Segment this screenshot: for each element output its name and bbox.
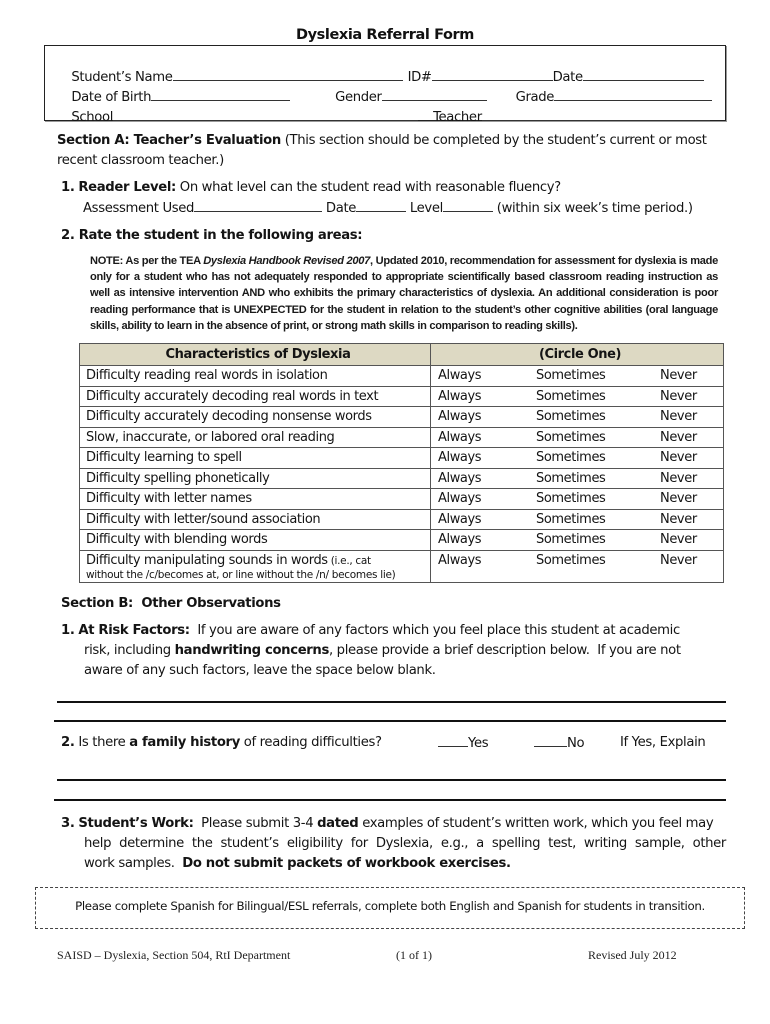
no-packets-warning: Do not submit packets of workbook exercises. bbox=[182, 856, 511, 871]
option-sometimes[interactable]: Sometimes bbox=[536, 491, 606, 507]
rating-options bbox=[431, 509, 724, 530]
rating-options bbox=[431, 386, 724, 407]
tea-note bbox=[90, 253, 718, 334]
teacher-field[interactable] bbox=[482, 109, 710, 121]
risk-factors-answer-line-2[interactable] bbox=[54, 720, 726, 722]
characteristic-row bbox=[80, 468, 724, 489]
characteristic-example: (i.e., cat bbox=[327, 554, 371, 567]
option-always[interactable]: Always bbox=[438, 552, 482, 568]
characteristic-row bbox=[80, 448, 724, 469]
characteristic-text bbox=[80, 448, 431, 469]
work-text: examples of student’s written work, which you feel may bbox=[358, 816, 714, 831]
option-sometimes[interactable]: Sometimes bbox=[536, 429, 606, 445]
family-history-no[interactable] bbox=[534, 735, 584, 751]
option-always[interactable]: Always bbox=[438, 450, 482, 466]
assessment-date-label: Date bbox=[325, 201, 357, 216]
note-body: , Updated 2010, recommendation for assessment for dyslexia is made only for a student who has not adequately responded to appropriate scientifically based classroom reading instruction as well as intensive intervention AND who exhibits the primary characteristics of dyslexia. An additional consideration is poor reading performance that is UNEXPECTED for the student in relation to the student’s other cognitive abilities (oral language skills, ability to learn in the absence of print, or strong math skills in comparison to reading skills). bbox=[90, 255, 718, 332]
option-sometimes[interactable]: Sometimes bbox=[536, 470, 606, 486]
option-never[interactable]: Never bbox=[660, 388, 697, 404]
characteristic-text bbox=[80, 407, 431, 428]
explain-label: If Yes, Explain bbox=[620, 735, 706, 750]
note-prefix: NOTE: As per the TEA bbox=[90, 255, 204, 267]
characteristic-row bbox=[80, 530, 724, 551]
item-number: 1. bbox=[61, 623, 75, 638]
option-sometimes[interactable]: Sometimes bbox=[536, 368, 606, 384]
characteristic-example-cont: without the /c/becomes at, or line without the /n/ becomes lie) bbox=[86, 568, 396, 581]
option-never[interactable]: Never bbox=[660, 511, 697, 527]
characteristic-label: Difficulty with blending words bbox=[86, 532, 268, 548]
assessment-label: Assessment Used bbox=[83, 201, 195, 216]
section-a-heading: Section A: Teacher’s Evaluation bbox=[57, 133, 281, 148]
characteristic-label: Difficulty accurately decoding real words in text bbox=[86, 388, 379, 404]
student-work-line3 bbox=[84, 856, 511, 871]
characteristic-text bbox=[80, 489, 431, 510]
characteristics-header: Characteristics of Dyslexia bbox=[80, 344, 431, 366]
option-never[interactable]: Never bbox=[660, 429, 697, 445]
characteristic-text bbox=[80, 366, 431, 387]
characteristic-row bbox=[80, 509, 724, 530]
risk-factors-line2 bbox=[84, 643, 681, 658]
level-label: Level bbox=[409, 201, 443, 216]
item-number: 2. bbox=[61, 228, 75, 243]
student-work-line2: help determine the student’s eligibility for Dyslexia, e.g., a spelling test, writing sample, other bbox=[84, 836, 726, 851]
no-blank[interactable] bbox=[534, 735, 567, 747]
option-always[interactable]: Always bbox=[438, 532, 482, 548]
option-sometimes[interactable]: Sometimes bbox=[536, 388, 606, 404]
rating-options bbox=[431, 530, 724, 551]
circle-one-header: (Circle One) bbox=[431, 344, 724, 366]
rating-options bbox=[431, 448, 724, 469]
handwriting-concerns: handwriting concerns bbox=[174, 643, 329, 658]
option-never[interactable]: Never bbox=[660, 450, 697, 466]
level-field[interactable] bbox=[443, 200, 493, 212]
risk-factors-text: If you are aware of any factors which you feel place this student at academic bbox=[189, 623, 680, 638]
student-work-line1 bbox=[61, 816, 713, 831]
characteristic-text bbox=[80, 427, 431, 448]
option-always[interactable]: Always bbox=[438, 429, 482, 445]
footer-page-number: (1 of 1) bbox=[396, 948, 432, 962]
footer-revision: Revised July 2012 bbox=[588, 948, 677, 962]
risk-factors-answer-line-1[interactable] bbox=[57, 701, 726, 703]
option-sometimes[interactable]: Sometimes bbox=[536, 532, 606, 548]
dated-emphasis: dated bbox=[317, 816, 359, 831]
characteristic-text bbox=[80, 386, 431, 407]
rating-options bbox=[431, 550, 724, 582]
characteristic-row bbox=[80, 489, 724, 510]
item-number: 2. bbox=[61, 735, 75, 750]
table-header-row bbox=[80, 344, 724, 366]
period-note: (within six week’s time period.) bbox=[496, 201, 693, 216]
rating-options bbox=[431, 427, 724, 448]
form-title: Dyslexia Referral Form bbox=[295, 27, 475, 43]
rating-options bbox=[431, 407, 724, 428]
characteristic-text bbox=[80, 530, 431, 551]
option-always[interactable]: Always bbox=[438, 368, 482, 384]
family-text: of reading difficulties? bbox=[239, 735, 382, 750]
yes-label: Yes bbox=[468, 736, 489, 751]
characteristic-label: Difficulty reading real words in isolation bbox=[86, 368, 328, 384]
characteristic-label: Slow, inaccurate, or labored oral reading bbox=[86, 429, 335, 445]
yes-blank[interactable] bbox=[438, 735, 468, 747]
reader-level-question: On what level can the student read with reasonable fluency? bbox=[175, 180, 561, 195]
option-never[interactable]: Never bbox=[660, 470, 697, 486]
rate-student-item bbox=[61, 228, 362, 243]
no-label: No bbox=[567, 736, 585, 751]
student-name-label: Student’s Name bbox=[71, 70, 173, 85]
characteristic-row bbox=[80, 386, 724, 407]
option-always[interactable]: Always bbox=[438, 470, 482, 486]
footer-department: SAISD – Dyslexia, Section 504, RtI Department bbox=[57, 948, 291, 962]
family-history-answer-line-1[interactable] bbox=[57, 779, 726, 781]
option-never[interactable]: Never bbox=[660, 491, 697, 507]
section-a-intro-line1 bbox=[57, 133, 707, 148]
characteristic-label: Difficulty manipulating sounds in words bbox=[86, 552, 328, 568]
characteristic-row bbox=[80, 550, 724, 582]
section-b-heading: Section B: Other Observations bbox=[61, 596, 281, 611]
rating-options bbox=[431, 468, 724, 489]
rating-options bbox=[431, 366, 724, 387]
school-label: School bbox=[71, 110, 114, 125]
risk-factors-line3: aware of any such factors, leave the space below blank. bbox=[84, 663, 436, 678]
assessment-row bbox=[83, 200, 693, 216]
student-info-box bbox=[44, 45, 726, 125]
option-never[interactable]: Never bbox=[660, 409, 697, 425]
risk-factors-line1 bbox=[61, 623, 680, 638]
characteristic-label: Difficulty with letter names bbox=[86, 491, 252, 507]
section-a-intro-line2: recent classroom teacher.) bbox=[57, 153, 224, 168]
date-label: Date bbox=[552, 70, 583, 85]
id-label: ID# bbox=[407, 70, 432, 85]
item-number: 1. bbox=[61, 180, 75, 195]
assessment-field[interactable] bbox=[194, 200, 322, 212]
risk-text: , please provide a brief description below. If you are not bbox=[328, 643, 681, 658]
option-always[interactable]: Always bbox=[438, 511, 482, 527]
grade-label: Grade bbox=[515, 90, 555, 105]
rating-options bbox=[431, 489, 724, 510]
characteristic-row bbox=[80, 366, 724, 387]
family-history-answer-line-2[interactable] bbox=[54, 799, 726, 801]
work-text: Please submit 3-4 bbox=[193, 816, 318, 831]
characteristic-row bbox=[80, 427, 724, 448]
option-never[interactable]: Never bbox=[660, 532, 697, 548]
option-never[interactable]: Never bbox=[660, 368, 697, 384]
family-history-yes[interactable] bbox=[438, 735, 488, 751]
school-field[interactable] bbox=[113, 109, 418, 121]
characteristic-text bbox=[80, 509, 431, 530]
dob-label: Date of Birth bbox=[71, 90, 152, 105]
assessment-date-field[interactable] bbox=[356, 200, 406, 212]
section-a-intro: (This section should be completed by the student’s current or most bbox=[280, 133, 707, 148]
characteristic-row bbox=[80, 407, 724, 428]
reader-level-label: Reader Level: bbox=[78, 180, 176, 195]
option-always[interactable]: Always bbox=[438, 491, 482, 507]
characteristic-label: Difficulty learning to spell bbox=[86, 450, 242, 466]
characteristic-label: Difficulty spelling phonetically bbox=[86, 470, 270, 486]
item-number: 3. bbox=[61, 816, 75, 831]
option-sometimes[interactable]: Sometimes bbox=[536, 552, 606, 568]
option-never[interactable]: Never bbox=[660, 552, 697, 568]
characteristic-text bbox=[80, 550, 431, 582]
characteristic-label: Difficulty accurately decoding nonsense words bbox=[86, 409, 372, 425]
option-sometimes[interactable]: Sometimes bbox=[536, 409, 606, 425]
student-work-label: Student’s Work: bbox=[78, 816, 194, 831]
option-always[interactable]: Always bbox=[438, 409, 482, 425]
characteristic-text bbox=[80, 468, 431, 489]
family-text: Is there bbox=[74, 735, 130, 750]
rate-student-label: Rate the student in the following areas: bbox=[78, 228, 363, 243]
language-notice-box bbox=[35, 887, 745, 929]
risk-factors-label: At Risk Factors: bbox=[78, 623, 190, 638]
characteristic-label: Difficulty with letter/sound association bbox=[86, 511, 321, 527]
risk-text: risk, including bbox=[84, 643, 175, 658]
reader-level-item bbox=[61, 180, 561, 195]
gender-label: Gender bbox=[335, 90, 382, 105]
work-text: work samples. bbox=[84, 856, 183, 871]
family-history-label: a family history bbox=[129, 735, 240, 750]
family-history-item bbox=[61, 735, 382, 750]
language-notice: Please complete Spanish for Bilingual/ESL referrals, complete both English and Spanish for students in transition. bbox=[75, 899, 705, 913]
option-sometimes[interactable]: Sometimes bbox=[536, 511, 606, 527]
characteristics-table bbox=[79, 343, 724, 583]
option-always[interactable]: Always bbox=[438, 388, 482, 404]
note-handbook-title: Dyslexia Handbook Revised 2007 bbox=[203, 255, 371, 267]
teacher-label: Teacher bbox=[433, 110, 482, 125]
option-sometimes[interactable]: Sometimes bbox=[536, 450, 606, 466]
